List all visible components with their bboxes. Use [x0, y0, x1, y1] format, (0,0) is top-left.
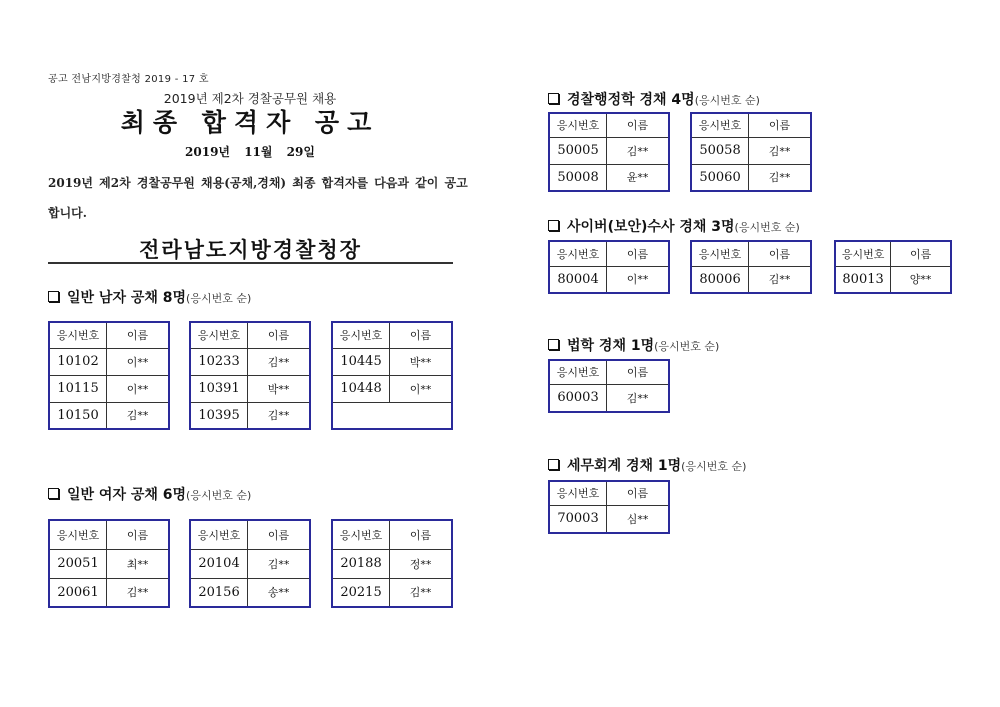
column-header-name: 이름 [248, 520, 310, 549]
table-row [49, 549, 169, 578]
applicant-table [690, 240, 812, 294]
table-header-row [190, 322, 310, 348]
column-header-name: 이름 [107, 322, 169, 348]
table-header-row [332, 520, 452, 549]
applicant-name: 양** [891, 266, 951, 293]
applicant-number: 10233 [190, 348, 248, 375]
table-row [190, 549, 310, 578]
table-header-row [549, 241, 669, 266]
section-note: (응시번호 순) [186, 292, 252, 305]
document-number: 공고 전남지방경찰청 2019 - 17 호 [48, 74, 209, 85]
column-header-name: 이름 [607, 241, 669, 266]
applicant-number: 20215 [332, 578, 390, 607]
applicant-number: 20104 [190, 549, 248, 578]
section-title: 일반 여자 공채 6명 [67, 487, 187, 503]
table-row [332, 578, 452, 607]
applicant-name: 이** [607, 266, 669, 293]
table-row [49, 375, 169, 402]
section-heading-cyber [548, 216, 800, 236]
column-header-name: 이름 [107, 520, 169, 549]
table-row [549, 137, 669, 164]
table-row [332, 549, 452, 578]
column-header-name: 이름 [248, 322, 310, 348]
announcement-date: 2019년 11월 29일 [185, 145, 315, 159]
column-header-name: 이름 [749, 241, 811, 266]
applicant-table [548, 480, 670, 534]
column-header-id: 응시번호 [549, 481, 607, 505]
column-header-name: 이름 [891, 241, 951, 266]
table-row [332, 348, 452, 375]
column-header-name: 이름 [390, 520, 452, 549]
applicant-number: 10391 [190, 375, 248, 402]
table-header-row [691, 241, 811, 266]
applicant-name: 박** [390, 348, 452, 375]
applicant-table [48, 321, 170, 430]
applicant-name: 이** [390, 375, 452, 402]
column-header-name: 이름 [607, 360, 669, 384]
table-row [549, 266, 669, 293]
checkbox-square-icon [48, 488, 59, 499]
table-row [691, 266, 811, 293]
column-header-id: 응시번호 [549, 360, 607, 384]
table-row [190, 402, 310, 429]
applicant-table [548, 359, 670, 413]
applicant-name: 김** [749, 266, 811, 293]
column-header-id: 응시번호 [835, 241, 891, 266]
applicant-name: 정** [390, 549, 452, 578]
applicant-number: 60003 [549, 384, 607, 412]
applicant-number: 10150 [49, 402, 107, 429]
section-title: 경찰행정학 경채 4명 [567, 92, 695, 108]
table-header-row [190, 520, 310, 549]
section-title: 법학 경채 1명 [567, 338, 655, 354]
table-row [691, 137, 811, 164]
table-row [549, 505, 669, 533]
page-title: 최종 합격자 공고 [120, 108, 380, 137]
table-header-row [549, 113, 669, 137]
applicant-name: 김** [607, 384, 669, 412]
body-text-line-2: 합니다. [48, 206, 87, 220]
column-header-id: 응시번호 [549, 241, 607, 266]
table-header-row [49, 322, 169, 348]
table-row [190, 348, 310, 375]
applicant-name: 김** [749, 164, 811, 191]
applicant-name: 김** [749, 137, 811, 164]
table-row [332, 375, 452, 402]
table-header-row [549, 481, 669, 505]
applicant-name: 김** [390, 578, 452, 607]
column-header-id: 응시번호 [549, 113, 607, 137]
applicant-name: 김** [248, 549, 310, 578]
applicant-number: 70003 [549, 505, 607, 533]
checkbox-square-icon [548, 339, 559, 350]
column-header-name: 이름 [607, 113, 669, 137]
applicant-name: 박** [248, 375, 310, 402]
column-header-id: 응시번호 [691, 241, 749, 266]
applicant-table [548, 112, 670, 192]
applicant-number: 80006 [691, 266, 749, 293]
body-text-line-1: 2019년 제2차 경찰공무원 채용(공채,경채) 최종 합격자를 다음과 같이 공고 [48, 176, 468, 190]
table-header-row [549, 360, 669, 384]
applicant-number: 80004 [549, 266, 607, 293]
subtitle: 2019년 제2차 경찰공무원 채용 [163, 91, 337, 106]
applicant-name: 김** [248, 402, 310, 429]
signature-rule [48, 262, 453, 264]
applicant-table [189, 321, 311, 430]
column-header-id: 응시번호 [332, 322, 390, 348]
section-note: (응시번호 순) [681, 460, 747, 473]
applicant-name: 김** [607, 137, 669, 164]
section-title: 사이버(보안)수사 경채 3명 [567, 219, 735, 235]
applicant-name: 김** [107, 578, 169, 607]
column-header-id: 응시번호 [691, 113, 749, 137]
section-heading-male [48, 287, 251, 307]
checkbox-square-icon [548, 220, 559, 231]
applicant-name: 이** [107, 375, 169, 402]
section-title: 일반 남자 공채 8명 [67, 290, 187, 306]
applicant-table [331, 321, 453, 430]
checkbox-square-icon [548, 93, 559, 104]
table-header-row [691, 113, 811, 137]
applicant-name: 송** [248, 578, 310, 607]
table-row-empty [332, 402, 452, 429]
section-note: (응시번호 순) [186, 489, 252, 502]
table-header-row [49, 520, 169, 549]
applicant-number: 10115 [49, 375, 107, 402]
table-row [190, 375, 310, 402]
section-note: (응시번호 순) [654, 340, 720, 353]
table-row [691, 164, 811, 191]
column-header-id: 응시번호 [190, 322, 248, 348]
table-header-row [835, 241, 951, 266]
applicant-name: 최** [107, 549, 169, 578]
checkbox-square-icon [548, 459, 559, 470]
column-header-id: 응시번호 [332, 520, 390, 549]
applicant-table [48, 519, 170, 608]
table-row [549, 384, 669, 412]
section-heading-police-admin [548, 89, 760, 109]
applicant-name: 김** [107, 402, 169, 429]
applicant-number: 20156 [190, 578, 248, 607]
applicant-name: 윤** [607, 164, 669, 191]
applicant-name: 이** [107, 348, 169, 375]
section-heading-tax [548, 455, 746, 475]
applicant-name: 김** [248, 348, 310, 375]
checkbox-square-icon [48, 291, 59, 302]
table-row [49, 402, 169, 429]
table-row [49, 578, 169, 607]
applicant-number: 20051 [49, 549, 107, 578]
table-row [190, 578, 310, 607]
table-row [549, 164, 669, 191]
table-row [49, 348, 169, 375]
section-heading-law [548, 335, 719, 355]
column-header-name: 이름 [749, 113, 811, 137]
applicant-number: 10395 [190, 402, 248, 429]
empty-cell [332, 402, 452, 429]
applicant-number: 50058 [691, 137, 749, 164]
section-title: 세무회계 경채 1명 [567, 458, 682, 474]
applicant-table [690, 112, 812, 192]
applicant-table [548, 240, 670, 294]
applicant-number: 10448 [332, 375, 390, 402]
table-header-row [332, 322, 452, 348]
agency-signature: 전라남도지방경찰청장 [139, 237, 362, 262]
column-header-id: 응시번호 [49, 520, 107, 549]
column-header-name: 이름 [607, 481, 669, 505]
applicant-number: 50008 [549, 164, 607, 191]
applicant-name: 심** [607, 505, 669, 533]
applicant-number: 10445 [332, 348, 390, 375]
applicant-number: 50005 [549, 137, 607, 164]
applicant-number: 20061 [49, 578, 107, 607]
applicant-number: 80013 [835, 266, 891, 293]
applicant-table [834, 240, 952, 294]
applicant-number: 20188 [332, 549, 390, 578]
column-header-name: 이름 [390, 322, 452, 348]
applicant-number: 50060 [691, 164, 749, 191]
column-header-id: 응시번호 [49, 322, 107, 348]
table-row [835, 266, 951, 293]
section-note: (응시번호 순) [694, 94, 760, 107]
applicant-table [189, 519, 311, 608]
column-header-id: 응시번호 [190, 520, 248, 549]
section-note: (응시번호 순) [734, 221, 800, 234]
section-heading-female [48, 484, 251, 504]
applicant-number: 10102 [49, 348, 107, 375]
applicant-table [331, 519, 453, 608]
